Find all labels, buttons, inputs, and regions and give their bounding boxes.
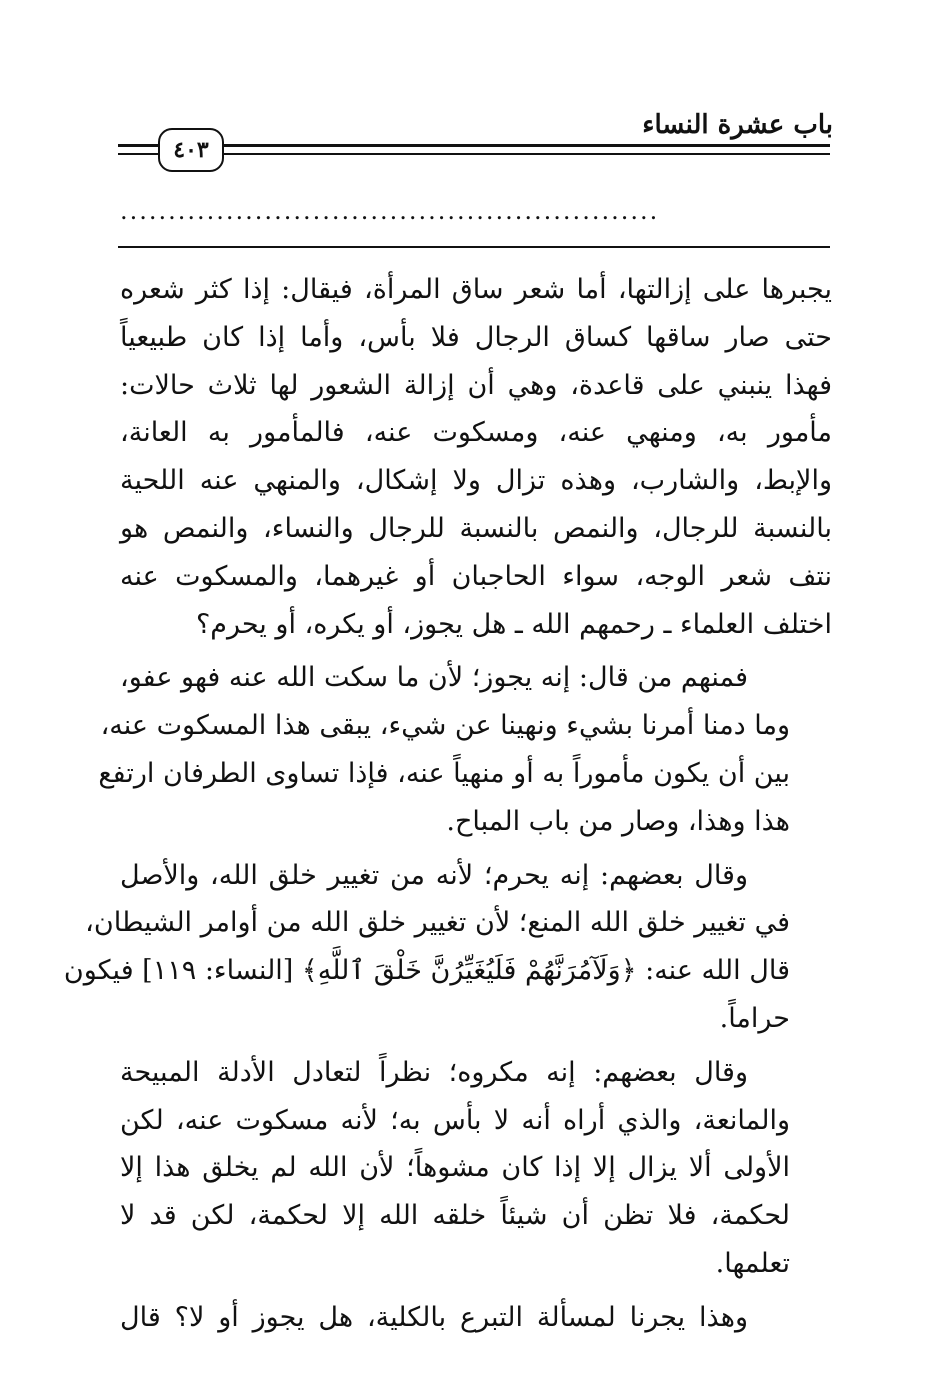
body-text	[63, 266, 832, 1342]
text-line: مأمور به، ومنهي عنه، ومسكوت عنه، فالمأمور به العانة،	[120, 417, 832, 449]
text-line: هذا وهذا، وصار من باب المباح.	[446, 805, 790, 837]
text-line: بالنسبة للرجال، والنمص بالنسبة للرجال والنساء، والنمص هو	[120, 512, 832, 544]
text-line: وقال بعضهم: إنه مكروه؛ نظراً لتعادل الأدلة المبيحة	[120, 1056, 748, 1088]
text-line: بين أن يكون مأموراً به أو منهياً عنه، فإذا تساوى الطرفان ارتفع	[98, 757, 790, 789]
page-number: ٤٠٣	[158, 128, 224, 172]
text-line: قال الله عنه: ﴿وَلَآمُرَنَّهُمْ فَلَيُغَيِّرُنَّ خَلْقَ ٱللَّهِ﴾ [النساء: ١١٩] فيكون	[63, 955, 790, 987]
paragraph-4	[120, 1049, 832, 1288]
text-line: وما دمنا أمرنا بشيء ونهينا عن شيء، يبقى هذا المسكوت عنه،	[100, 710, 790, 742]
text-line: يجبرها على إزالتها، أما شعر ساق المرأة، فيقال: إذا كثر شعره	[120, 274, 832, 305]
text-line: والإبط، والشارب، وهذه تزال ولا إشكال، والمنهي عنه اللحية	[120, 465, 832, 497]
dotted-separator: ........................................................	[120, 197, 660, 225]
text-line: اختلف العلماء ـ رحمهم الله ـ هل يجوز، أو يكره، أو يحرم؟	[195, 608, 832, 640]
paragraph-5	[120, 1294, 832, 1342]
text-line: نتف شعر الوجه، سواء الحاجبان أو غيرهما، والمسكوت عنه	[120, 560, 832, 592]
text-line: فمنهم من قال: إنه يجوز؛ لأن ما سكت الله عنه فهو عفو،	[120, 662, 748, 694]
paragraph-2	[98, 654, 832, 845]
paragraph-1	[120, 266, 832, 648]
text-line: وهذا يجرنا لمسألة التبرع بالكلية، هل يجوز أو لا؟ قال	[120, 1301, 748, 1333]
content-rule	[118, 246, 830, 248]
header-rule-bottom	[118, 153, 830, 155]
text-line: والمانعة، والذي أراه أنه لا بأس به؛ لأنه مسكوت عنه، لكن	[120, 1104, 790, 1136]
text-line: لحكمة، فلا تظن أن شيئاً خلقه الله إلا لحكمة، لكن قد لا	[120, 1200, 790, 1232]
text-line: فهذا ينبني على قاعدة، وهي أن إزالة الشعور لها ثلاث حالات:	[120, 369, 832, 401]
text-line: الأولى ألا يزال إلا إذا كان مشوهاً؛ لأن الله لم يخلق هذا إلا	[120, 1152, 790, 1184]
paragraph-3	[63, 852, 832, 1043]
text-line: تعلمها.	[715, 1247, 790, 1279]
text-line: حراماً.	[719, 1002, 790, 1034]
text-line: وقال بعضهم: إنه يحرم؛ لأنه من تغيير خلق الله، والأصل	[120, 859, 748, 891]
text-line: حتى صار ساقها كساق الرجال فلا بأس، وأما إذا كان طبيعياً	[120, 321, 832, 353]
chapter-title: باب عشرة النساء	[642, 110, 833, 140]
header-rule-top	[118, 144, 830, 147]
text-line: في تغيير خلق الله المنع؛ لأن تغيير خلق الله من أوامر الشيطان،	[85, 907, 790, 939]
